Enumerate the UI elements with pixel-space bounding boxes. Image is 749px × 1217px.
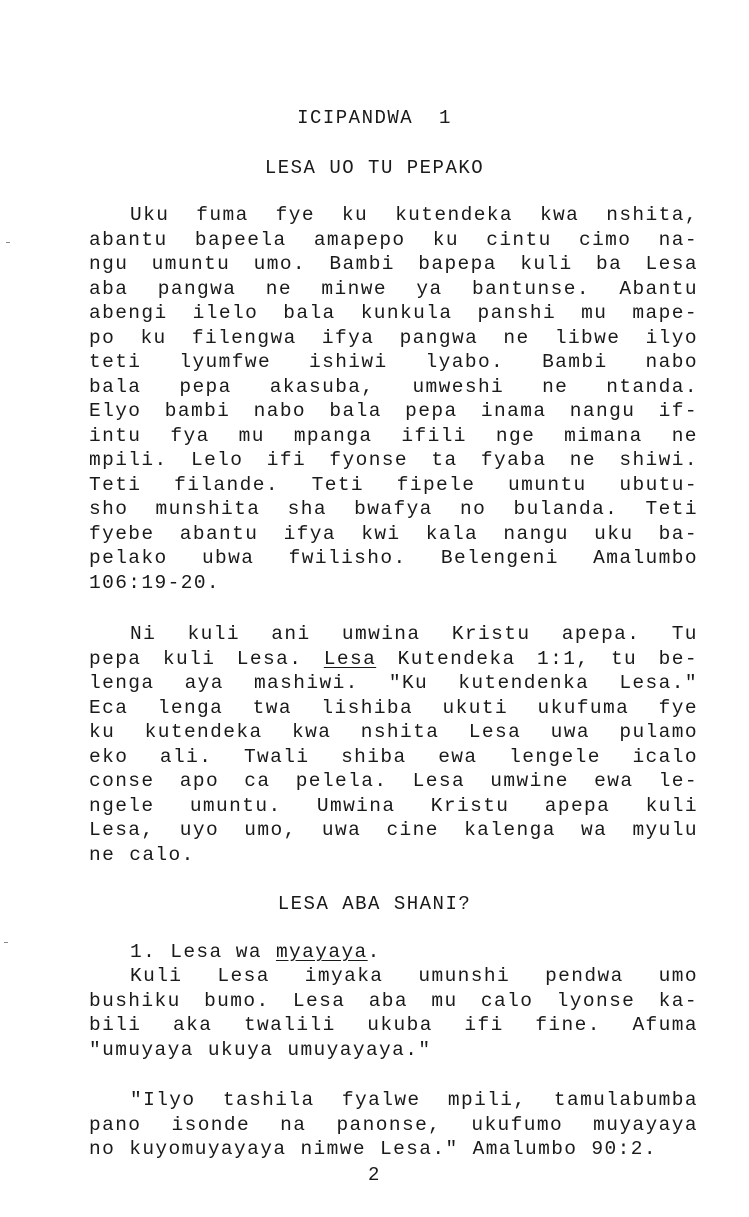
word: pulamo (619, 721, 698, 743)
word: ukuba (367, 1014, 433, 1036)
word: twa (252, 696, 292, 719)
text-line (89, 1038, 698, 1063)
word: Lesa." (619, 672, 698, 694)
word: kutendenka (458, 672, 590, 694)
word: pelako (89, 547, 168, 569)
word: nabo (253, 400, 307, 422)
word: bapeela (194, 228, 287, 251)
word: Lesa. (236, 647, 303, 670)
word: ntanda. (606, 375, 698, 398)
text-line (89, 843, 698, 868)
word: teti (89, 351, 142, 373)
word: ali. (159, 745, 213, 768)
word: uyo (179, 819, 220, 841)
word: pepa (89, 647, 142, 670)
word: isonde (171, 1113, 251, 1136)
word: uwa (550, 721, 590, 743)
word: ya (416, 277, 443, 300)
word: ne (89, 843, 116, 866)
word: conse (89, 770, 155, 792)
word: ne (671, 424, 698, 447)
word: ifi (266, 449, 307, 471)
word: ewa (438, 745, 478, 768)
word: nimwe (300, 1138, 366, 1160)
word: tamulabumba (553, 1089, 698, 1111)
word: mashiwi. (253, 672, 359, 694)
word: Ni (130, 623, 157, 645)
word: Amalumbo (593, 547, 698, 569)
word: Lesa (292, 989, 346, 1012)
word: if- (658, 400, 698, 422)
word: "Ku (388, 672, 429, 694)
word: uwa (321, 819, 362, 841)
word: fye (658, 696, 698, 719)
subheading: LESA ABA SHANI? (277, 893, 472, 915)
word: bwafya (354, 498, 433, 520)
word: Lesa (217, 965, 270, 987)
text-line (89, 546, 698, 571)
word: ilelo (192, 302, 259, 324)
word: filande. (174, 473, 279, 496)
word: lengele (509, 745, 601, 768)
word: shiwi. (619, 449, 698, 471)
word: pangwa (157, 277, 237, 300)
word: bili (89, 1014, 142, 1036)
word: nabo (645, 351, 698, 373)
word: Lesa (412, 770, 466, 792)
word: lishiba (321, 696, 414, 719)
word: Umwina (316, 794, 396, 817)
word: Abantu (619, 277, 698, 300)
text-line (89, 350, 698, 375)
word: mu (581, 302, 608, 324)
word: Amalumbo (472, 1138, 578, 1160)
word: ka- (658, 989, 698, 1012)
word: umuyayaya." (287, 1038, 432, 1061)
text-line (89, 1113, 698, 1138)
word: imyaka (304, 965, 384, 987)
word: ngu (89, 253, 129, 275)
word: panonse, (336, 1113, 442, 1136)
word: Lesa, (89, 819, 155, 841)
word: abantu (179, 522, 259, 545)
word: umo. (253, 253, 307, 275)
word: Teti (89, 473, 142, 496)
word: Afuma (632, 1014, 698, 1036)
word: ne (503, 326, 530, 349)
word: fyebe (89, 522, 155, 545)
word: Teti (645, 498, 698, 520)
word: ifili (401, 424, 467, 447)
word: 106:19-20. (89, 571, 221, 594)
word: ukuya (207, 1038, 274, 1061)
word: Lesa (323, 647, 377, 670)
word: fipele (396, 473, 476, 496)
word: pepa (405, 400, 458, 422)
word: bambi (164, 400, 231, 422)
word: ukuti (442, 696, 509, 719)
word: kwa (539, 204, 580, 226)
text-line (89, 301, 698, 326)
word: bala (283, 302, 336, 324)
word: twalili (243, 1014, 336, 1036)
word: sha (287, 498, 327, 520)
word: akasuba, (269, 375, 375, 398)
word: kuli (162, 647, 216, 670)
text-line (89, 252, 698, 277)
word: kutendeka (395, 204, 513, 226)
word: fyaba (480, 449, 547, 471)
word: fyonse (329, 449, 409, 471)
text-line (89, 696, 698, 721)
word: fyalwe (341, 1089, 421, 1111)
word: ilyo (645, 326, 698, 349)
word: bushiku (89, 989, 181, 1012)
word: tu (610, 647, 638, 670)
text-line (89, 203, 698, 228)
word: apepa (544, 794, 611, 817)
word: kuli (520, 253, 573, 275)
word: calo. (129, 843, 195, 866)
word: ngele (89, 794, 155, 817)
word: ku (89, 721, 116, 743)
word: fwilisho. (288, 547, 407, 569)
word: lyabo. (425, 351, 505, 373)
word: aya (184, 672, 224, 694)
chapter-heading: ICIPANDWA 1 (297, 107, 452, 129)
text-line (89, 720, 698, 745)
word: nangu (569, 400, 636, 422)
word: nangu (503, 522, 569, 545)
word: panshi (477, 302, 557, 324)
word: muyayaya (593, 1113, 698, 1136)
word: pangwa (399, 326, 479, 349)
word: Lesa (645, 253, 698, 275)
word: umwina (341, 623, 421, 645)
word: aba (89, 277, 129, 300)
word: ne (542, 375, 569, 398)
word: Lelo (190, 449, 244, 471)
word: Uku (130, 204, 170, 226)
word: Kuli (130, 965, 183, 987)
word: "Ilyo (130, 1089, 196, 1111)
word: icalo (632, 745, 698, 768)
word: aba (368, 989, 408, 1012)
word: ewa (594, 770, 634, 792)
word: kutendeka (144, 721, 263, 743)
word: umweshi (412, 375, 505, 398)
word: Tu (671, 623, 698, 645)
word: no (460, 498, 487, 520)
text-line (89, 473, 698, 498)
word: minwe (321, 277, 387, 300)
word: na (280, 1113, 307, 1136)
word: Kristu (430, 794, 510, 817)
word: mpili. (89, 449, 168, 471)
point-lead: Lesa wa (170, 941, 262, 963)
word: kwi (361, 522, 401, 545)
word: ku (432, 228, 459, 251)
word: filengwa (191, 326, 297, 349)
text-line (89, 277, 698, 302)
word: umunshi (418, 965, 511, 987)
word: fya (170, 424, 210, 447)
word: apepa. (561, 623, 641, 645)
word: ku (140, 326, 167, 349)
word: ani (271, 623, 311, 645)
word: nge (495, 424, 536, 447)
word: pano (89, 1113, 142, 1136)
text-line (89, 622, 698, 647)
word: no (89, 1138, 116, 1160)
word: po (89, 326, 116, 349)
word: ca (244, 770, 271, 792)
section-title: LESA UO TU PEPAKO (264, 157, 485, 179)
word: inama (480, 400, 547, 422)
word: mimana (564, 424, 643, 447)
word: libwe (554, 326, 621, 349)
word: mpanga (293, 424, 373, 447)
word: umwine (490, 770, 569, 792)
word: cimo (578, 228, 632, 251)
word: ubwa (201, 547, 255, 569)
margin-mark (4, 942, 8, 943)
word: Belengeni (440, 547, 559, 569)
word: eko (89, 745, 129, 768)
word: lyumfwe (179, 351, 272, 373)
word: Teti (311, 473, 365, 496)
word: lenga (89, 672, 155, 694)
page-number: 2 (368, 1164, 381, 1186)
word: Twali (243, 745, 310, 768)
word: fine. (535, 1014, 601, 1036)
word: amapepo (313, 228, 406, 251)
word: intu (89, 424, 142, 447)
text-line (89, 326, 698, 351)
word: lenga (157, 696, 224, 719)
text-line (89, 497, 698, 522)
text-line (89, 647, 698, 672)
point-number: 1. (130, 941, 157, 963)
word: abantu (89, 228, 168, 251)
word: pepa (179, 375, 232, 398)
word: lyonse (556, 989, 636, 1012)
word: wa (581, 819, 608, 841)
text-line (89, 818, 698, 843)
word: ukufuma (537, 696, 630, 719)
word: ukufumo (471, 1113, 564, 1136)
word: cintu (486, 228, 552, 251)
word: kuli (645, 794, 698, 817)
word: Kutendeka (397, 647, 516, 670)
word: mape- (632, 302, 698, 324)
word: nshita (360, 721, 440, 743)
text-line (89, 375, 698, 400)
point-emphasis: myayaya. (275, 941, 381, 963)
word: na- (658, 228, 698, 251)
word: ba (595, 253, 623, 275)
word: kuyomuyayaya (129, 1138, 287, 1160)
text-line (89, 424, 698, 449)
text-line (89, 745, 698, 770)
word: munshita (155, 498, 261, 520)
word: Kristu (451, 623, 531, 645)
word: ifya (321, 326, 375, 349)
word: umo, (244, 819, 297, 841)
word: nshita, (606, 204, 698, 226)
word: mu (238, 424, 265, 447)
word: abengi (89, 302, 168, 324)
word: bulanda. (513, 498, 619, 520)
word: fye (275, 204, 315, 226)
word: myulu (632, 819, 698, 841)
word: umuntu (508, 473, 587, 496)
word: umo (658, 965, 698, 987)
word: Lesa." (379, 1138, 459, 1160)
word: bantunse. (472, 277, 590, 300)
word: bumo. (204, 989, 270, 1012)
word: ne (569, 449, 596, 471)
word: Eca (89, 696, 129, 719)
text-line (89, 769, 698, 794)
word: Bambi (329, 253, 395, 275)
word: cine (386, 819, 439, 841)
word: uku (594, 522, 634, 545)
word: kunkula (360, 302, 453, 324)
word: ifi (464, 1014, 504, 1036)
text-line (89, 671, 698, 696)
word: umuntu (151, 253, 231, 275)
word: bala (89, 375, 142, 398)
text-line (89, 448, 698, 473)
word: ba- (658, 522, 698, 545)
text-line (89, 964, 698, 989)
word: ifya (283, 522, 336, 545)
word: umuntu. (189, 794, 282, 817)
word: le- (658, 770, 698, 792)
text-line (89, 1013, 698, 1038)
text-line (89, 1088, 698, 1113)
word: kuli (187, 623, 240, 645)
word: 1:1, (537, 647, 590, 670)
text-line (89, 1137, 698, 1162)
margin-mark (6, 242, 10, 243)
word: Bambi (542, 351, 608, 373)
text-line (89, 989, 698, 1014)
word: kalenga (464, 819, 556, 841)
word: mpili, (447, 1089, 527, 1111)
word: calo (480, 989, 534, 1012)
word: tashila (222, 1089, 315, 1111)
word: fuma (196, 204, 249, 226)
word: apo (179, 770, 220, 792)
word: sho (89, 498, 129, 520)
text-line (89, 571, 698, 596)
word: pelela. (295, 770, 388, 792)
word: aka (173, 1014, 213, 1036)
word: ta (431, 449, 458, 471)
word: bala (329, 400, 382, 422)
word: kwa (291, 721, 332, 743)
word: ubutu- (619, 473, 698, 496)
word: shiba (341, 745, 407, 768)
word: 90:2. (591, 1138, 657, 1160)
word: ku (341, 204, 369, 226)
word: ne (265, 277, 292, 300)
word: bapepa (418, 253, 497, 275)
text-line (89, 794, 698, 819)
word: be- (658, 647, 698, 670)
point-one-line (89, 940, 698, 965)
word: ishiwi (308, 351, 388, 373)
word: "umuyaya (89, 1038, 194, 1061)
word: pendwa (545, 965, 624, 987)
word: mu (431, 989, 458, 1012)
text-line (89, 399, 698, 424)
word: kala (425, 522, 479, 545)
word: Elyo (89, 400, 142, 422)
text-line (89, 228, 698, 253)
text-line (89, 522, 698, 547)
word: Lesa (468, 721, 522, 743)
